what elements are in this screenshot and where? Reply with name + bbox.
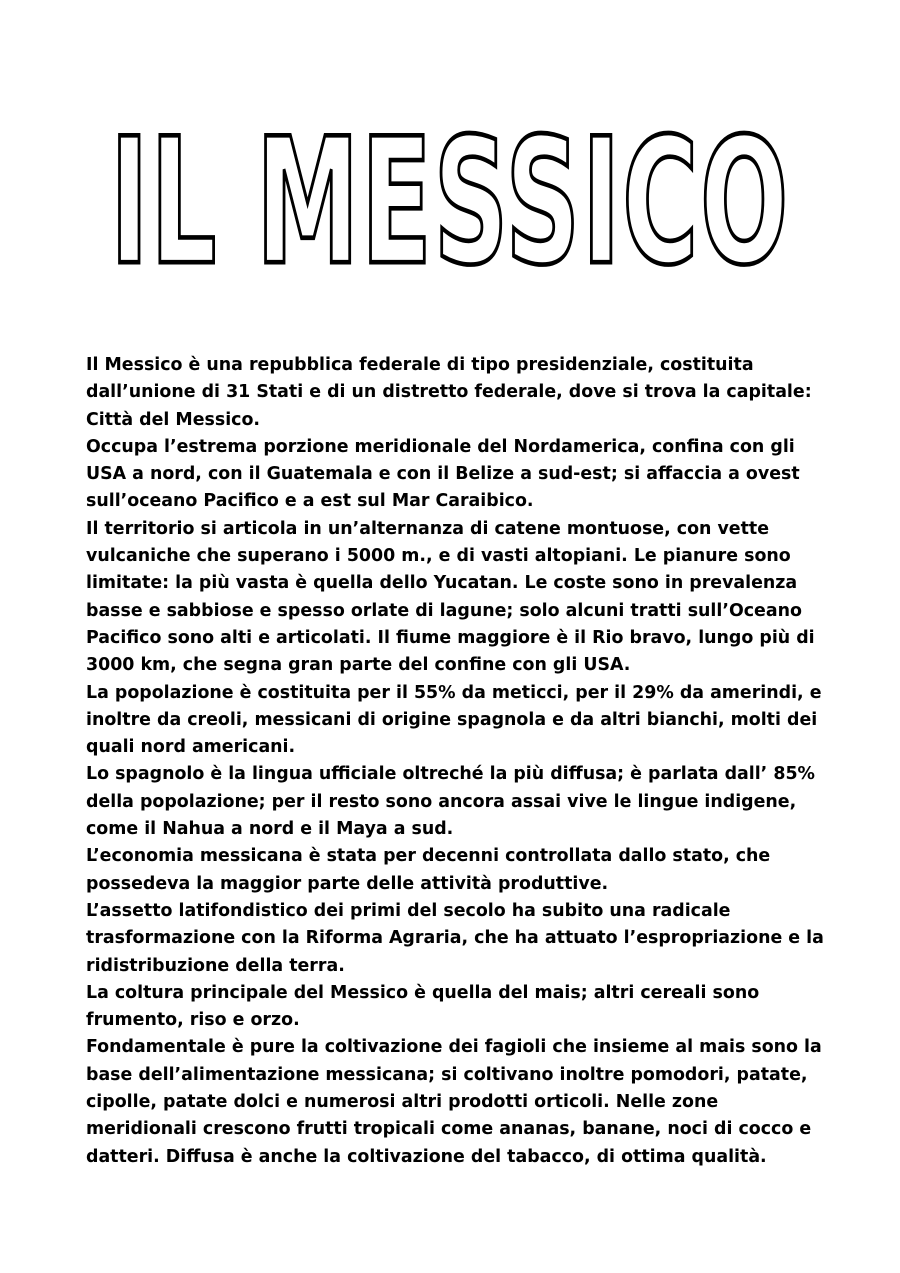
paragraph-agriculture: Fondamentale è pure la coltivazione dei fagioli che insieme al mais sono la base dell’alimentazione messicana; si coltivano inoltre pomodori, patate, cipolle, patate dolci e numerosi altri prodotti orticoli. Nelle zone meridionali crescono frutti tropicali come ananas, banane, noci di cocco e datteri. Diffusa è anche la coltivazione del tabacco, di ottima qualità. [86,1037,822,1167]
body-text [86,352,826,1171]
paragraph-crops: La coltura principale del Messico è quella del mais; altri cereali sono frumento, riso e orzo. [86,982,760,1031]
paragraph-land-reform: L’assetto latifondistico dei primi del secolo ha subito una radicale trasformazione con la Riforma Agraria, che ha attuato l’espropriazione e la ridistribuzione della terra. [86,900,824,976]
paragraph-government: Il Messico è una repubblica federale di tipo presidenziale, costituita dall’unione di 31 Stati e di un distretto federale, dove si trova la capitale: Città del Messico. [86,355,812,430]
title-text: IL MESSICO [110,101,791,305]
paragraph-economy: L’economia messicana è stata per decenni controllata dallo stato, che possedeva la maggior parte delle attività produttive. [86,846,771,894]
paragraph-language: Lo spagnolo è la lingua ufficiale oltreché la più diffusa; è parlata dall’ 85% della popolazione; per il resto sono ancora assai vive le lingue indigene, come il Nahua a nord e il Maya a sud. [86,764,815,840]
paragraph-population: La popolazione è costituita per il 55% da meticci, per il 29% da amerindi, e inoltre da creoli, messicani di origine spagnola e da altri bianchi, molti dei quali nord americani. [86,682,822,758]
paragraph-territory: Il territorio si articola in un’alternanza di catene montuose, con vette vulcaniche che superano i 5000 m., e di vasti altopiani. Le pianure sono limitate: la più vasta è quella dello Yucatan. Le coste sono in prevalenza basse e sabbiose e spesso orlate di lagune; solo alcuni tratti sull’Oceano Pacifico sono alti e articolati. Il fiume maggiore è il Rio bravo, lungo più di 3000 km, che segna gran parte del confine con gli USA. [86,518,815,676]
title-outline-graphic [100,78,800,305]
paragraph-location: Occupa l’estrema porzione meridionale del Nordamerica, confina con gli USA a nord, con il Guatemala e con il Belize a sud-est; si affaccia a ovest sull’oceano Pacifico e a est sul Mar Caraibico. [86,436,800,512]
page-title [100,78,800,305]
